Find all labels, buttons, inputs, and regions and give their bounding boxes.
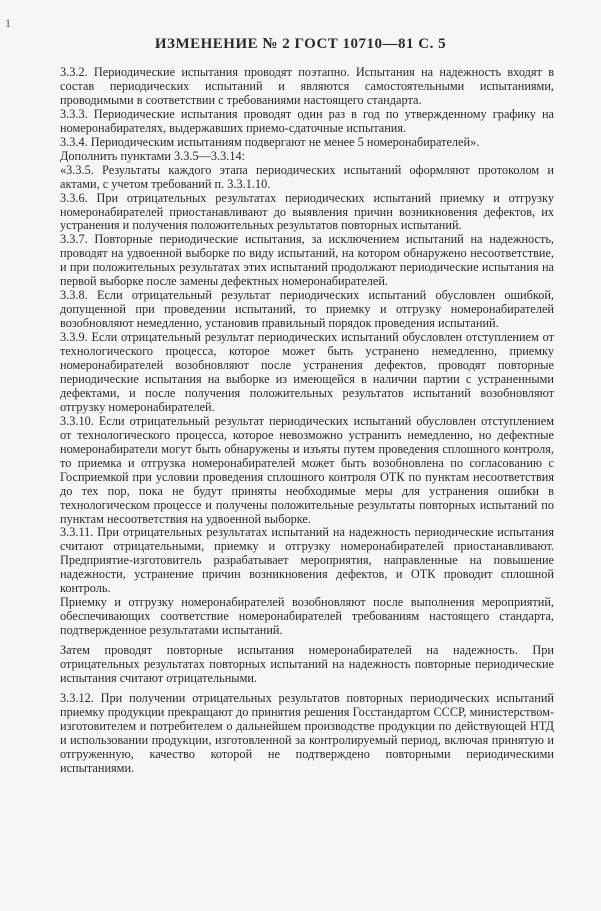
paragraph-3-3-8: 3.3.8. Если отрицательный результат периодических испытаний обусловлен ошибкой, допущенной при проведении испытаний, то приемку и отгрузку номеронабирателей возобновляют немедленно, установив правильный порядок проведения испытаний. [60, 288, 554, 331]
paragraph-3-3-5: «3.3.5. Результаты каждого этапа периодических испытаний оформляют протоколом и актами, с учетом требований п. 3.3.1.10. [60, 162, 554, 191]
page-title: ИЗМЕНЕНИЕ № 2 ГОСТ 10710—81 С. 5 [154, 36, 447, 52]
margin-mark: 1 [5, 16, 11, 30]
paragraph-3-3-10: 3.3.10. Если отрицательный результат периодических испытаний обусловлен отступлением от технологического процесса, которое невозможно устранить немедленно, но дефектные номеронабиратели могут быть обнаружены и изъяты путем проведения сплошного контроля, то приемка и отгрузка номеронабирателей может быть возобновлена по согласованию с Госприемкой при условии проведения сплошного контроля ОТК по пунктам несоответствия до тех пор, пока не будут приняты необходимые меры для устранения ошибки в технологическом процессе и получены положительные результаты повторных испытаний по пунктам несоответствия на удвоенной выборке. [60, 413, 554, 526]
paragraph-3-3-7: 3.3.7. Повторные периодические испытания, за исключением испытаний на надежность, проводят на удвоенной выборке по виду испытаний, на котором обнаружено несоответствие, и при положительных результатах этих испытаний продолжают периодические испытания на первой выборке после замены дефектных номеронабирателей. [60, 232, 554, 289]
paragraph-resume: Приемку и отгрузку номеронабирателей возобновляют после выполнения мероприятий, обеспечивающих соответствие номеронабирателей требованиям настоящего стандарта, подтвержденное результатами испытаний. [60, 595, 554, 638]
paragraph-3-3-12: 3.3.12. При получении отрицательных результатов повторных периодических испытаний приемку продукции прекращают до принятия решения Госстандартом СССР, министерством-изготовителем и потребителем о дальнейшем производстве продукции по действующей НТД и использовании продукции, изготовленной за контролируемый период, включая принятую и отгруженную, качество которой не подтверждено повторными периодическими испытаниями. [60, 690, 554, 775]
paragraph-3-3-9: 3.3.9. Если отрицательный результат периодических испытаний обусловлен отступлением от технологического процесса, которое может быть устранено немедленно, приемку номеронабирателей возобновляют после устранения дефектов, проводят повторные периодические испытания на выборке из имеющейся в наличии партии с устраненными дефектами, и после получения положительных результатов испытаний возобновляют отгрузку номеронабирателей. [60, 330, 554, 414]
paragraph-3-3-2: 3.3.2. Периодические испытания проводят поэтапно. Испытания на надежность входят в состав периодических испытаний и являются самостоятельными испытаниями, проводимыми в соответствии с требованиями настоящего стандарта. [60, 65, 554, 107]
paragraph-3-3-3: 3.3.3. Периодические испытания проводят один раз в год по утвержденному графику на номеронабирателях, выдержавших приемо-сдаточные испытания. [60, 106, 554, 135]
document-body [60, 66, 554, 776]
paragraph-3-3-4: 3.3.4. Периодическим испытаниям подвергают не менее 5 номеронабирателей». [60, 134, 480, 149]
paragraph-3-3-11: 3.3.11. При отрицательных результатах испытаний на надежность периодические испытания считают отрицательными, приемку и отгрузку номеронабирателей приостанавливают. Предприятие-изготовитель разрабатывает мероприятия, направленные на повышение надежности, устранение причин возникновения дефектов, и ОТК проводит сплошной контроль. [60, 525, 554, 596]
paragraph-repeat-tests: Затем проводят повторные испытания номеронабирателей на надежность. При отрицательных результатах повторных испытаний на надежность повторные периодические испытания считают отрицательными. [60, 643, 554, 685]
paragraph-3-3-6: 3.3.6. При отрицательных результатах периодических испытаний приемку и отгрузку номеронабирателей приостанавливают до выявления причин возникновения дефектов, их устранения и получения положительных результатов повторных испытаний. [60, 190, 554, 233]
amendment-intro: Дополнить пунктами 3.3.5—3.3.14: [60, 148, 246, 163]
